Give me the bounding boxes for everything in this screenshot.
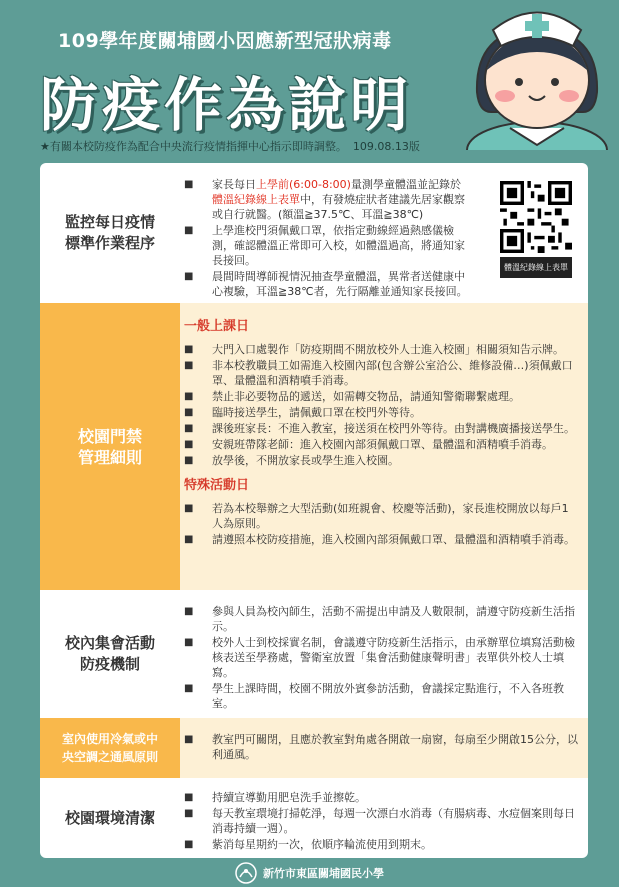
list-item: ■ 校外人士到校採實名制，會議遵守防疫新生活指示，由承辦單位填寫活動檢核表送至學務處，警衛室放置「集會活動健康聲明書」表單供外校人士填寫。 (184, 636, 575, 679)
list-item: ■ 臨時接送學生，請佩戴口罩在校門外等待。 (184, 406, 421, 419)
school-logo-icon (235, 862, 257, 884)
list-item: ■ 教室門可關閉，且應於教室對角處各開啟一扇窗，每扇至少開啟15公分，以利通風。 (184, 733, 578, 761)
qr-caption: 體溫紀錄線上表單 (500, 257, 572, 278)
list-item: ■ 安親班帶隊老師：進入校園內部須佩戴口罩、量體溫和酒精噴手消毒。 (184, 438, 553, 451)
label-line: 防疫機制 (79, 655, 140, 673)
list-item: ■ 家長每日上學前(6:00-8:00)量測學童體溫並記錄於體溫紀錄線上表單中，有發燒症狀者建議先居家觀察或自行就醫。(額溫≧37.5℃、耳溫≧38℃) (184, 178, 465, 221)
qr-code[interactable] (500, 181, 572, 278)
section-label (40, 718, 180, 778)
footer (0, 858, 619, 887)
notice-text: ★有關本校防疫作為配合中央流行疫情指揮中心指示即時調整。 (40, 140, 347, 153)
list-item: ■ 放學後，不開放家長或學生進入校園。 (184, 454, 399, 467)
section-label: 校園環境清潔 (64, 808, 155, 827)
label-line: 標準作業程序 (64, 234, 155, 252)
section-content (180, 718, 588, 778)
list-item: ■ 禁止非必要物品的遞送，如需轉交物品，請通知警衛聯繫處理。 (184, 390, 520, 403)
section-monitor (40, 163, 588, 303)
list-item: ■ 課後班家長：不進入教室，接送須在校門外等待。由對講機廣播接送學生。 (184, 422, 575, 435)
content-card (40, 163, 588, 858)
label-line: 校園門禁 (77, 426, 142, 446)
special-day-title: 特殊活動日 (184, 478, 250, 493)
label-line: 央空調之通風原則 (61, 750, 158, 764)
list-item: ■ 非本校教職員工如需進入校園內部(包含辦公室洽公、維修設備…)須佩戴口罩、量體溫和酒精噴手消毒。 (184, 359, 573, 387)
section-content (180, 303, 588, 590)
general-day-title: 一般上課日 (184, 319, 250, 334)
label-line: 室內使用冷氣或中 (61, 732, 158, 746)
label-line: 校內集會活動 (64, 634, 155, 652)
section-label (40, 163, 180, 303)
label-line: 監控每日疫情 (64, 213, 155, 231)
section-content (180, 778, 588, 858)
section-content (180, 590, 588, 718)
qr-code-icon (500, 181, 572, 253)
list-item: ■ 晨間時間導師視情況抽查學童體溫，異常者送健康中心複驗，耳溫≧38℃者，先行隔離並通知家長接回。 (184, 270, 468, 298)
section-aircon (40, 718, 588, 778)
section-content (180, 163, 588, 303)
list-item: ■ 大門入口處製作「防疫期間不開放校外人士進入校園」相關須知告示牌。 (184, 343, 564, 356)
list-item: ■ 每天教室環境打掃乾淨，每週一次漂白水消毒（有腸病毒、水痘個案則每日消毒持續一週）。 (184, 807, 575, 835)
list-item: ■ 持續宣導勤用肥皂洗手並擦乾。 (184, 791, 366, 804)
notice-line (40, 138, 420, 154)
section-gathering (40, 590, 588, 718)
section-label (40, 303, 180, 590)
section-gate (40, 303, 588, 590)
page-title: 防疫作為說明 (40, 71, 413, 139)
nurse-illustration (455, 0, 619, 150)
header (0, 0, 619, 160)
list-item: ■ 紫消每星期約一次，依順序輪流使用到期末。 (184, 838, 432, 851)
list-item: ■ 參與人員為校內師生，活動不需提出申請及人數限制，請遵守防疫新生活指示。 (184, 605, 575, 633)
list-item: ■ 上學進校門須佩戴口罩，依指定動線經過熱感儀檢測，確認體溫正常即可入校，如體溫過高，將通知家長接回。 (184, 224, 465, 267)
list-item: ■ 若為本校舉辦之大型活動(如班親會、校慶等活動)，家長進校開放以每戶1人為原則。 (184, 502, 569, 530)
list-item: ■ 學生上課時間，校園不開放外賓參訪活動，會議採定點進行，不入各班教室。 (184, 682, 564, 710)
subtitle: 109學年度關埔國小因應新型冠狀病毒 (58, 30, 392, 52)
list-item: ■ 請遵照本校防疫措施，進入校園內部須佩戴口罩、量體溫和酒精噴手消毒。 (184, 533, 575, 546)
section-label (40, 590, 180, 718)
version-date: 109.08.13版 (352, 140, 420, 153)
section-clean (40, 778, 588, 858)
school-name: 新竹市東區關埔國民小學 (263, 866, 384, 880)
label-line: 管理細則 (77, 447, 142, 467)
